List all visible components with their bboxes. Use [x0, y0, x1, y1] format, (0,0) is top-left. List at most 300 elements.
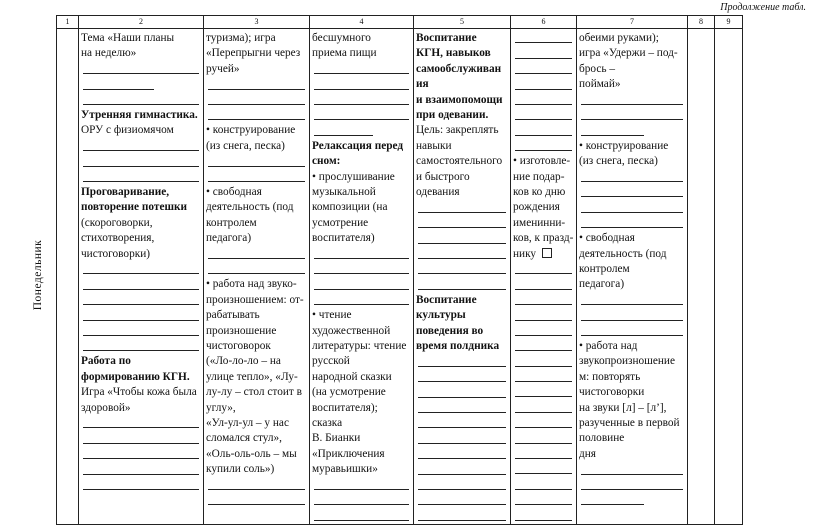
text-line	[513, 154, 576, 169]
fill-line	[312, 247, 413, 262]
text-line-content: сломался стул»,	[206, 432, 283, 445]
text-line-content: • работа над	[579, 339, 638, 352]
fill-line	[81, 447, 203, 462]
text-line-content: ия	[416, 78, 429, 91]
fill-line	[81, 93, 203, 108]
fill-line	[513, 139, 576, 154]
fill-line	[579, 324, 687, 339]
text-line-content: нику	[513, 247, 537, 260]
text-line	[81, 31, 203, 46]
fill-line	[206, 108, 309, 123]
text-line	[579, 431, 687, 446]
fill-line	[513, 385, 576, 400]
fill-line	[579, 308, 687, 323]
fill-line	[81, 431, 203, 446]
fill-line	[513, 46, 576, 61]
text-line	[312, 170, 413, 185]
text-line-content: культуры	[416, 309, 466, 322]
text-line	[312, 200, 413, 215]
text-line-content: «Оль-оль-оль – мы	[206, 447, 297, 460]
fill-line	[416, 200, 510, 215]
text-line-content: самостоятельного	[416, 155, 503, 168]
text-line	[579, 77, 687, 92]
col-number: 6	[511, 16, 577, 29]
text-line	[513, 247, 576, 262]
fill-line	[416, 508, 510, 523]
text-line-content: деятельность (под	[579, 247, 667, 260]
fill-line	[579, 123, 687, 138]
text-line	[81, 216, 203, 231]
text-line	[81, 370, 203, 385]
text-line-content: ОРУ с физиомячом	[81, 124, 174, 137]
text-line-content: русской	[312, 355, 350, 368]
fill-line	[579, 493, 687, 508]
fill-line	[416, 493, 510, 508]
cell-col4	[310, 29, 414, 525]
text-line	[206, 447, 309, 462]
text-line	[312, 385, 413, 400]
text-line	[81, 108, 203, 123]
text-line	[81, 185, 203, 200]
text-line-content: стихотворения,	[81, 232, 155, 245]
text-line	[312, 324, 413, 339]
text-line-content: • прослушивание	[312, 170, 395, 183]
fill-line	[513, 339, 576, 354]
text-line-content: контролем	[579, 262, 630, 275]
text-line-content: Тема «Наши планы	[81, 32, 175, 44]
text-line-content: бесшумного	[312, 32, 371, 44]
fill-line	[206, 262, 309, 277]
fill-line	[513, 293, 576, 308]
continuation-note: Продолжение табл.	[720, 2, 806, 13]
day-label-text: Понедельник	[32, 239, 44, 311]
fill-line	[416, 401, 510, 416]
day-cell	[57, 29, 79, 525]
text-line	[81, 354, 203, 369]
fill-line	[513, 93, 576, 108]
text-line-content: сном:	[312, 155, 341, 168]
text-line	[579, 262, 687, 277]
fill-line	[513, 508, 576, 523]
fill-line	[81, 416, 203, 431]
text-line	[312, 31, 413, 46]
fill-line	[312, 493, 413, 508]
text-line-content: ков ко дню	[513, 185, 566, 198]
text-line	[206, 385, 309, 400]
fill-line	[513, 493, 576, 508]
fill-line	[312, 108, 413, 123]
text-line-content: купили соль»)	[206, 463, 275, 476]
text-line-content: улице тепло», «Лу-	[206, 370, 298, 383]
text-line	[206, 277, 309, 292]
text-line-content: воспитателя);	[312, 401, 378, 414]
text-line	[206, 431, 309, 446]
fill-line	[312, 508, 413, 523]
text-line	[81, 200, 203, 215]
text-line	[312, 431, 413, 446]
text-line-content: • конструирование	[579, 139, 669, 152]
text-line-content: КГН, навыков	[416, 47, 491, 60]
text-line-content: • свободная	[579, 232, 635, 245]
text-line-content: игра «Удержи – под-	[579, 47, 678, 60]
fill-line	[513, 108, 576, 123]
text-line	[579, 385, 687, 400]
text-line-content: дня	[579, 447, 596, 460]
text-line-content: самообслуживан	[416, 62, 502, 75]
text-line	[81, 401, 203, 416]
fill-line	[513, 400, 576, 415]
fill-line	[81, 293, 203, 308]
fill-line	[579, 200, 687, 215]
text-line-content: сказка	[312, 417, 343, 430]
monday-row	[57, 29, 743, 525]
text-line-content: «Перепрыгни через	[206, 47, 301, 60]
text-line-content: туризма); игра	[206, 32, 276, 44]
text-line	[579, 447, 687, 462]
fill-line	[579, 170, 687, 185]
text-line-content: произношение	[206, 324, 277, 337]
fill-line	[81, 139, 203, 154]
text-line	[312, 370, 413, 385]
fill-line	[312, 93, 413, 108]
text-line	[81, 247, 203, 262]
text-line-content: • конструирование	[206, 124, 296, 137]
text-line	[312, 46, 413, 61]
cell-col6	[511, 29, 577, 525]
text-line-content: Воспитание	[416, 293, 477, 306]
text-line	[416, 93, 510, 108]
text-line	[206, 62, 309, 77]
text-line	[416, 108, 510, 123]
fill-line	[513, 447, 576, 462]
text-line	[206, 339, 309, 354]
fill-line	[513, 308, 576, 323]
col-number: 5	[414, 16, 511, 29]
cell-col2	[79, 29, 204, 525]
text-line	[579, 46, 687, 61]
col-number: 1	[57, 16, 79, 29]
fill-line	[416, 416, 510, 431]
text-line	[81, 231, 203, 246]
text-line-content: деятельность (под	[206, 201, 294, 214]
text-line-content: художественной	[312, 324, 391, 337]
text-line-content: поведения во	[416, 324, 484, 337]
fill-line	[513, 477, 576, 492]
fill-line	[513, 31, 576, 46]
text-line-content: м: повторять	[579, 370, 641, 383]
fill-line	[416, 370, 510, 385]
text-line	[206, 416, 309, 431]
text-line	[206, 200, 309, 215]
text-line-content: («Ло-ло-ло – на	[206, 355, 281, 368]
col-number: 8	[688, 16, 715, 29]
text-line-content: на звуки [л] – [л’],	[579, 401, 667, 414]
text-line	[206, 46, 309, 61]
text-line-content: (скороговорки,	[81, 216, 153, 229]
text-line-content: обеими руками);	[579, 32, 659, 44]
col-number: 2	[79, 16, 204, 29]
col-number: 7	[577, 16, 688, 29]
fill-line	[312, 123, 413, 138]
text-line-content: Утренняя гимнастика.	[81, 108, 198, 121]
col-number: 3	[204, 16, 310, 29]
fill-line	[416, 447, 510, 462]
text-line-content: звукопроизношение	[579, 355, 675, 368]
text-line	[312, 339, 413, 354]
text-line	[206, 293, 309, 308]
fill-line	[81, 77, 203, 92]
text-line	[579, 401, 687, 416]
fill-line	[416, 231, 510, 246]
text-line-content: педагога)	[206, 232, 252, 245]
text-line	[206, 185, 309, 200]
text-line	[206, 401, 309, 416]
text-line-content: композиции (на	[312, 201, 388, 214]
text-line	[416, 123, 510, 138]
fill-line	[206, 247, 309, 262]
text-line-content: одевания	[416, 186, 460, 199]
fill-line	[513, 262, 576, 277]
fill-line	[416, 385, 510, 400]
text-line-content: ние подар-	[513, 170, 565, 183]
fill-line	[579, 185, 687, 200]
text-line-content: • свободная	[206, 185, 262, 198]
text-line	[416, 77, 510, 92]
text-line-content: формированию КГН.	[81, 370, 190, 383]
text-line-content: на неделю»	[81, 47, 137, 60]
text-line	[416, 170, 510, 185]
text-line-content: педагога)	[579, 278, 625, 291]
fill-line	[81, 62, 203, 77]
text-line-content: Проговаривание,	[81, 185, 170, 198]
text-line-content: брось –	[579, 62, 615, 75]
fill-line	[81, 308, 203, 323]
text-line	[206, 308, 309, 323]
text-line	[416, 139, 510, 154]
text-line	[312, 354, 413, 369]
fill-line	[312, 277, 413, 292]
text-line	[579, 154, 687, 169]
text-line	[81, 385, 203, 400]
fill-line	[579, 462, 687, 477]
text-line-content: Работа по	[81, 355, 131, 368]
fill-line	[416, 354, 510, 369]
text-line-content: рождения	[513, 201, 560, 214]
fill-line	[513, 370, 576, 385]
text-line	[81, 46, 203, 61]
text-line-content: «Приключения	[312, 447, 385, 460]
text-line-content: половине	[579, 432, 625, 445]
checkbox-icon	[542, 248, 552, 258]
text-line	[416, 308, 510, 323]
text-line	[416, 46, 510, 61]
text-line-content: (из снега, песка)	[206, 139, 285, 152]
text-line-content: (из снега, песка)	[579, 155, 658, 168]
text-line	[312, 216, 413, 231]
fill-line	[312, 478, 413, 493]
text-line	[206, 462, 309, 477]
text-line	[579, 354, 687, 369]
text-line	[206, 216, 309, 231]
text-line	[579, 416, 687, 431]
text-line	[416, 185, 510, 200]
cell-col9	[715, 29, 743, 525]
fill-line	[579, 478, 687, 493]
fill-line	[206, 493, 309, 508]
text-line-content: • работа над звуко-	[206, 278, 297, 291]
column-number-row	[57, 16, 743, 29]
text-line-content: поймай»	[579, 78, 621, 91]
fill-line	[206, 93, 309, 108]
text-line	[312, 401, 413, 416]
text-line	[206, 324, 309, 339]
cell-col8	[688, 29, 715, 525]
fill-line	[579, 108, 687, 123]
fill-line	[312, 262, 413, 277]
text-line	[579, 62, 687, 77]
fill-line	[416, 277, 510, 292]
text-line	[416, 31, 510, 46]
text-line	[513, 200, 576, 215]
text-line-content: рабатывать	[206, 309, 260, 322]
col-number: 4	[310, 16, 414, 29]
fill-line	[81, 324, 203, 339]
text-line	[312, 154, 413, 169]
text-line	[579, 231, 687, 246]
text-line-content: литературы: чтение	[312, 339, 407, 352]
text-line-content: произношением: от-	[206, 293, 304, 306]
fill-line	[81, 154, 203, 169]
text-line	[206, 123, 309, 138]
fill-line	[81, 462, 203, 477]
fill-line	[312, 293, 413, 308]
text-line	[312, 308, 413, 323]
fill-line	[513, 277, 576, 292]
text-line	[579, 339, 687, 354]
fill-line	[416, 462, 510, 477]
text-line	[81, 123, 203, 138]
text-line-content: чистоговорки)	[81, 247, 151, 260]
text-line	[312, 139, 413, 154]
col-number: 9	[715, 16, 743, 29]
fill-line	[513, 462, 576, 477]
text-line	[416, 339, 510, 354]
text-line-content: здоровой»	[81, 401, 131, 414]
fill-line	[416, 478, 510, 493]
text-line	[513, 170, 576, 185]
text-line	[416, 154, 510, 169]
cell-col5	[414, 29, 511, 525]
text-line-content: углу»,	[206, 401, 236, 414]
text-line-content: лу-лу – стол стоит в	[206, 386, 302, 399]
text-line-content: контролем	[206, 216, 257, 229]
text-line	[312, 416, 413, 431]
text-line-content: чистоговорок	[206, 340, 271, 353]
text-line-content: повторение потешки	[81, 201, 188, 214]
text-line	[312, 447, 413, 462]
fill-line	[81, 170, 203, 185]
fill-line	[206, 77, 309, 92]
fill-line	[81, 277, 203, 292]
fill-line	[206, 170, 309, 185]
fill-line	[416, 262, 510, 277]
text-line	[312, 462, 413, 477]
fill-line	[579, 293, 687, 308]
text-line	[513, 216, 576, 231]
fill-line	[206, 154, 309, 169]
text-line	[579, 370, 687, 385]
text-line	[206, 231, 309, 246]
fill-line	[513, 354, 576, 369]
text-line-content: ручей»	[206, 62, 240, 75]
text-line	[206, 139, 309, 154]
text-line-content: Воспитание	[416, 32, 477, 44]
text-line	[206, 31, 309, 46]
text-line	[579, 277, 687, 292]
fill-line	[416, 431, 510, 446]
text-line-content: воспитателя)	[312, 232, 375, 245]
text-line	[513, 185, 576, 200]
text-line	[206, 354, 309, 369]
fill-line	[206, 478, 309, 493]
text-line-content: (на усмотрение	[312, 386, 386, 399]
text-line	[579, 31, 687, 46]
fill-line	[81, 339, 203, 354]
fill-line	[513, 77, 576, 92]
text-line-content: • чтение	[312, 309, 352, 322]
text-line	[579, 247, 687, 262]
text-line	[416, 324, 510, 339]
text-line-content: муравьишки»	[312, 463, 378, 476]
text-line	[312, 231, 413, 246]
text-line	[513, 231, 576, 246]
fill-line	[513, 416, 576, 431]
text-line	[579, 139, 687, 154]
text-line-content: «Ул-ул-ул – у нас	[206, 417, 289, 430]
fill-line	[81, 262, 203, 277]
text-line	[206, 370, 309, 385]
text-line-content: музыкальной	[312, 185, 376, 198]
text-line-content: при одевании.	[416, 109, 489, 122]
text-line-content: время полдника	[416, 340, 500, 353]
text-line-content: чистоговорки	[579, 386, 645, 399]
fill-line	[312, 62, 413, 77]
text-line	[312, 185, 413, 200]
text-line-content: Игра «Чтобы кожа была	[81, 386, 197, 399]
fill-line	[416, 247, 510, 262]
plan-table	[56, 15, 743, 525]
text-line-content: • изготовле-	[513, 155, 571, 168]
text-line-content: В. Бианки	[312, 432, 361, 445]
cell-col3	[204, 29, 310, 525]
text-line-content: народной сказки	[312, 370, 392, 383]
fill-line	[513, 123, 576, 138]
day-label	[30, 230, 46, 320]
fill-line	[312, 77, 413, 92]
text-line	[416, 293, 510, 308]
fill-line	[513, 324, 576, 339]
text-line-content: именинни-	[513, 216, 566, 229]
text-line-content: Релаксация перед	[312, 139, 404, 152]
fill-line	[579, 216, 687, 231]
text-line-content: разученные в первой	[579, 417, 680, 429]
text-line-content: Цель: закреплять	[416, 124, 499, 137]
fill-line	[513, 431, 576, 446]
fill-line	[579, 93, 687, 108]
fill-line	[81, 478, 203, 493]
text-line-content: усмотрение	[312, 216, 369, 229]
text-line-content: и быстрого	[416, 170, 470, 183]
